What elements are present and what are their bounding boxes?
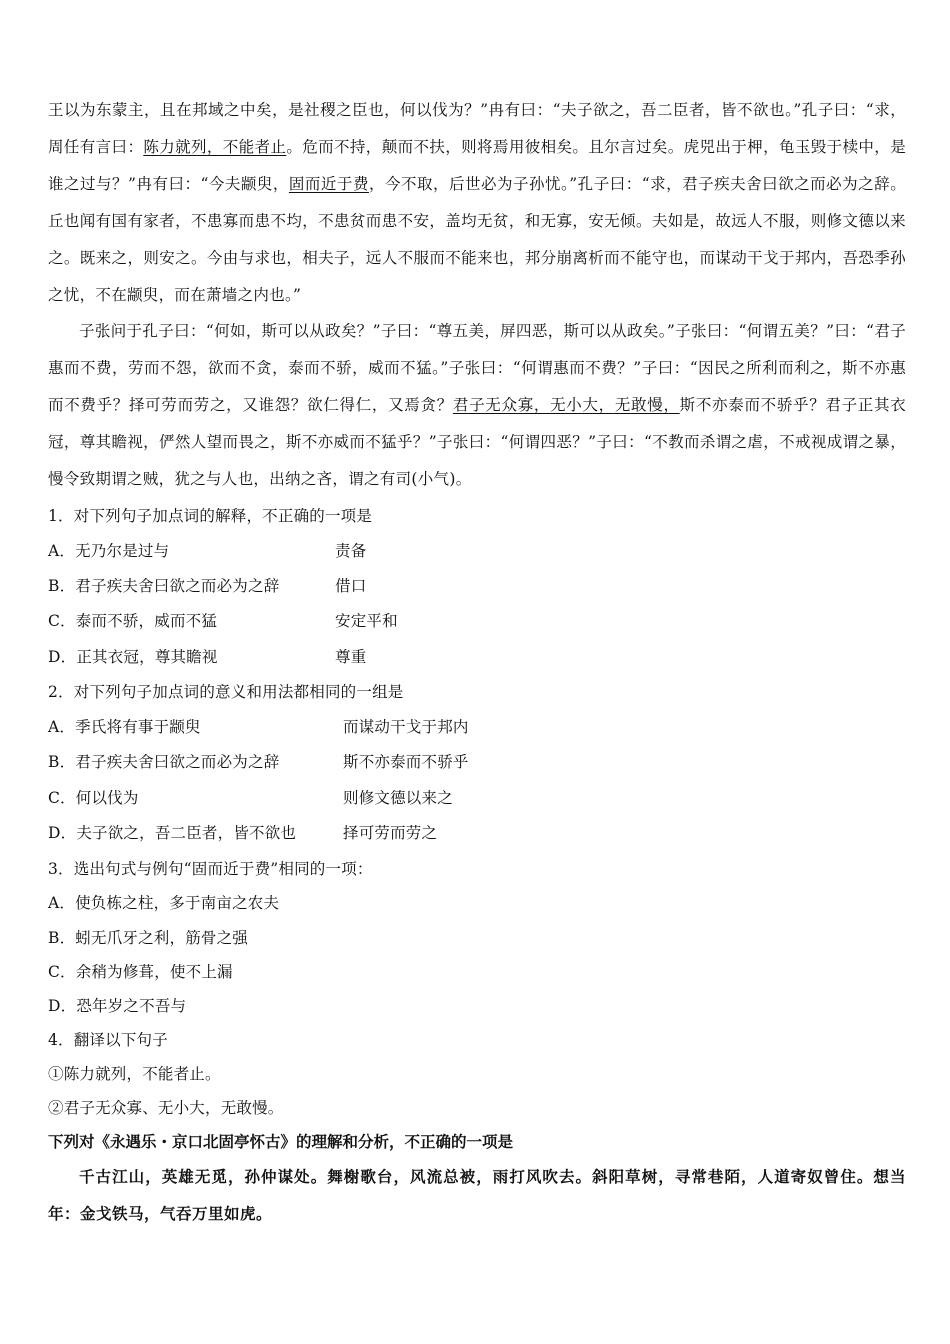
option-label: C．泰而不骄，威而不猛 [48, 612, 218, 630]
question-3-option-c: C．余稍为修葺，使不上漏 [48, 963, 233, 981]
option-label: B．君子疾夫舍曰欲之而必为之辞 [48, 577, 280, 595]
option-label: D．正其衣冠，尊其瞻视 [48, 648, 218, 666]
passage-text: 王以为东蒙主，且在邦域之中矣，是社稷之臣也，何以伐为？”冉有曰：“夫子欲之，吾二臣者，皆不欲也。”孔子曰：“求，周任有言曰： [48, 101, 906, 156]
option-label: C．何以伐为 [48, 789, 139, 807]
poem-question-heading: 下列对《永遇乐・京口北固亭怀古》的理解和分析，不正确的一项是 [48, 1132, 514, 1151]
poem-text: 千古江山，英雄无觅，孙仲谋处。舞榭歌台，风流总被，雨打风吹去。斜阳草树，寻常巷陌，人道寄奴曾住。想当年：金戈铁马，气吞万里如虎。 [48, 1167, 906, 1223]
option-term: 则修文德以来之 [343, 789, 453, 807]
passage-paragraph-1 [48, 92, 906, 314]
question-1-stem: 1．对下列句子加点词的解释，不正确的一项是 [48, 507, 373, 525]
question-2-stem: 2．对下列句子加点词的意义和用法都相同的一组是 [48, 683, 404, 701]
question-1-option-a [48, 540, 906, 563]
option-term: 尊重 [335, 648, 367, 666]
option-term: 借口 [335, 577, 367, 595]
question-4-item-1: ①陈力就列，不能者止。 [48, 1065, 221, 1083]
question-4-stem: 4．翻译以下句子 [48, 1031, 168, 1049]
question-1-option-b [48, 575, 906, 598]
question-3-stem: 3．选出句式与例句“固而近于费”相同的一项： [48, 860, 373, 878]
passage-text: 。危而不持，颠而不扶，则将焉用彼相矣。且尔言过矣。虎兕出于柙，龟玉毁于椟中，是谁之过与？”冉有曰：“今夫颛臾， [48, 138, 906, 193]
option-label: A．季氏将有事于颛臾 [48, 718, 201, 736]
option-term: 安定平和 [335, 612, 398, 630]
document-page [48, 92, 907, 1223]
question-3-option-b: B．蚓无爪牙之利，筋骨之强 [48, 929, 248, 947]
passage-text: ，今不取，后世必为子孙忧。”孔子曰：“求，君子疾夫舍曰欲之而必为之辞。丘也闻有国有家者，不患寡而患不均，不患贫而患不安，盖均无贫，和无寡，安无倾。夫如是，故远人不服，则修文德以来之。既来之，则安之。今由与求也，相夫子，远人不服而不能来也，邦分崩离析而不能守也，而谋动干戈于邦内，吾恐季孙之忧，不在颛臾，而在萧墙之内也。” [48, 175, 906, 304]
question-1-option-c [48, 610, 906, 633]
passage-text: 斯不亦泰而不骄乎？君子正其衣冠，尊其瞻视，俨然人望而畏之，斯不亦威而不猛乎？”子张曰：“何谓四恶？”子曰：“不教而杀谓之虐，不戒视成谓之暴，慢令致期谓之贼，犹之与人也，出纳之吝，谓之有司(小气)。 [48, 396, 907, 488]
option-term: 择可劳而劳之 [343, 824, 438, 842]
question-3-option-a: A．使负栋之柱，多于南亩之农夫 [48, 894, 280, 912]
question-2-option-a [48, 716, 906, 739]
option-term: 而谋动干戈于邦内 [343, 718, 469, 736]
option-label: A．无乃尔是过与 [48, 542, 170, 560]
option-term: 斯不亦泰而不骄乎 [343, 753, 469, 771]
underlined-phrase: 君子无众寡，无小大，无敢慢， [452, 396, 680, 414]
passage-text: 子张问于孔子曰：“何如，斯可以从政矣？”子曰：“尊五美，屏四恶，斯可以从政矣。”子张曰：“何谓五美？”曰：“君子惠而不费，劳而不怨，欲而不贪，泰而不骄，威而不猛。”子张曰：“何谓惠而不费？”子曰：“因民之所利而利之，斯不亦惠而不费乎？择可劳而劳之，又谁怨？欲仁得仁，又焉贪？ [48, 322, 906, 414]
underlined-phrase: 陈力就列，不能者止 [143, 138, 287, 156]
question-2-option-b [48, 751, 906, 774]
underlined-phrase: 固而近于费 [288, 175, 369, 193]
question-2-option-d [48, 822, 906, 845]
question-4-item-2: ②君子无众寡、无小大，无敢慢。 [48, 1099, 284, 1117]
question-2-option-c [48, 787, 906, 810]
option-label: D．夫子欲之，吾二臣者，皆不欲也 [48, 824, 297, 842]
passage-paragraph-2 [48, 313, 906, 498]
option-label: B．君子疾夫舍曰欲之而必为之辞 [48, 753, 280, 771]
question-1-option-d [48, 646, 906, 669]
option-term: 责备 [335, 542, 367, 560]
question-3-option-d: D．恐年岁之不吾与 [48, 997, 187, 1015]
